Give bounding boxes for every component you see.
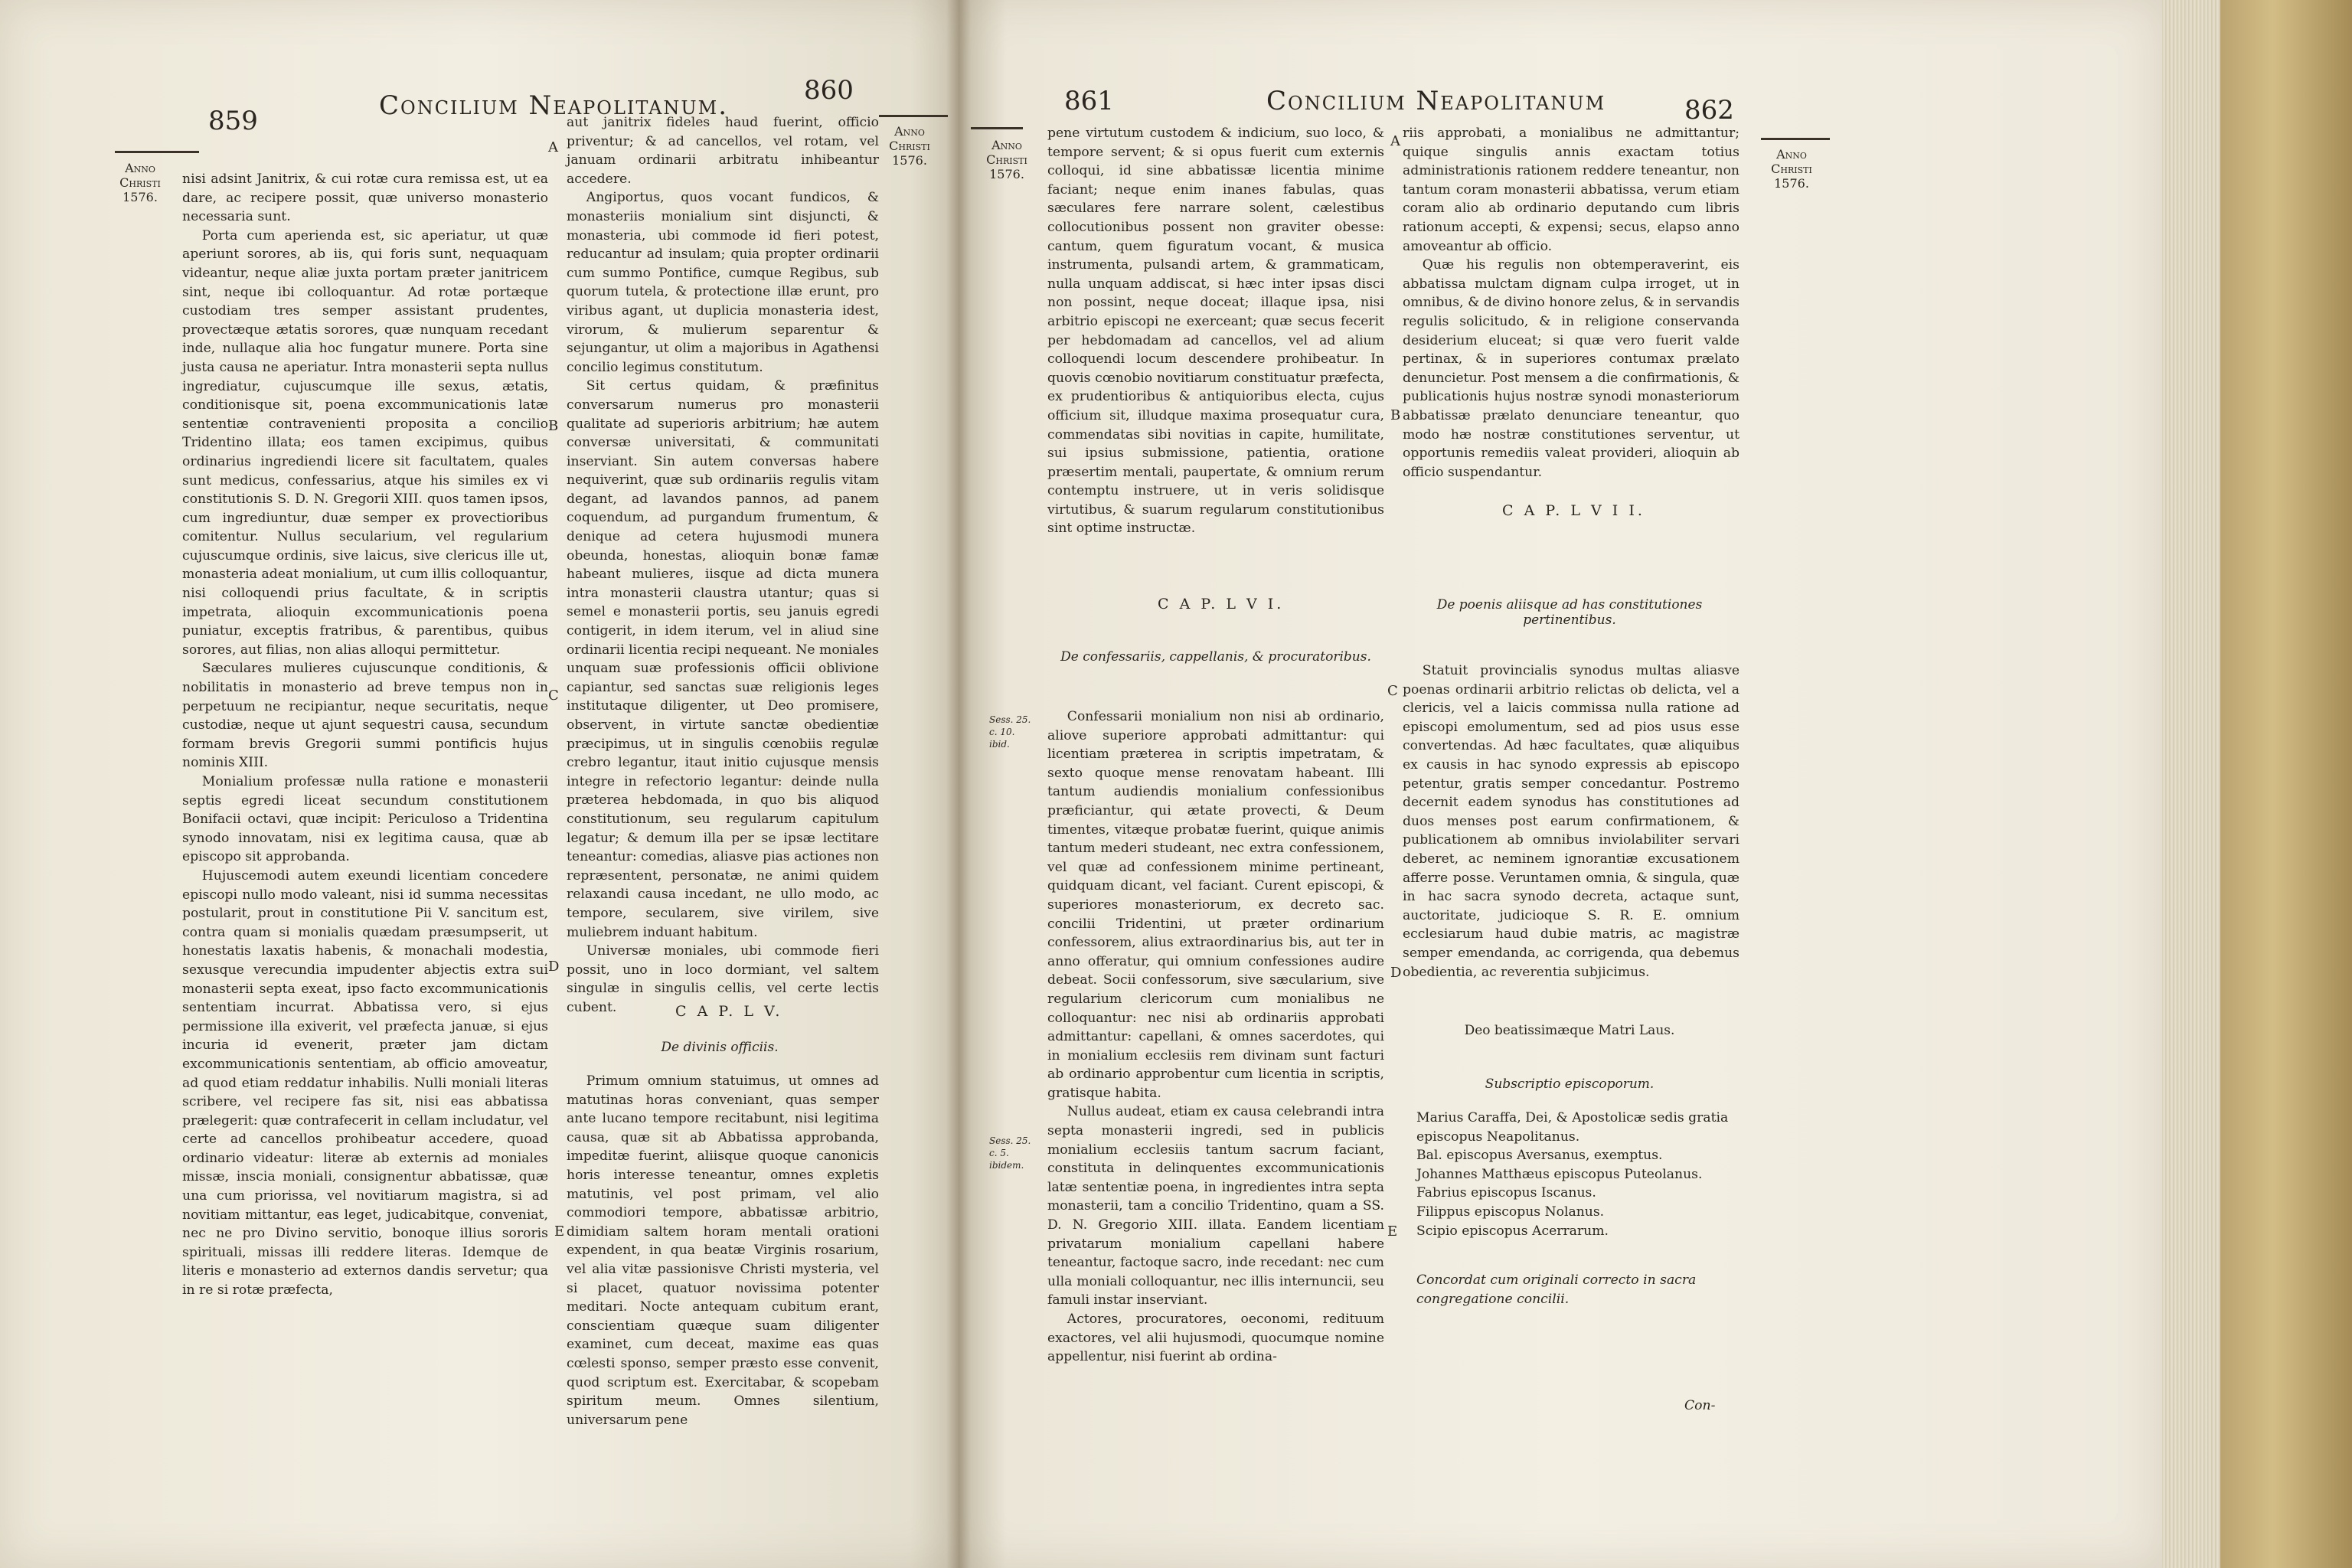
paragraph: Quæ his regulis non obtemperaverint, eis abbatissa mulctam dignam culpa irroget, ut in omnibus, & de divino honore zelus, & in servandis regulis solicitudo, & in religione conservanda desiderium eluceat; si quæ vero fuerit valde pertinax, & in superiores contumax prælato denuncietur. Post mensem a die confirmationis, & publicationis hujus nostræ synodi monasteriorum abbatissæ prælato denunciare teneantur, quo modo hæ nostræ constitutiones serventur, ut opportunis remediis valeat provideri, alioquin ab officio suspendantur.: [1403, 257, 1740, 480]
chapter-heading-lv: C A P. L V.: [675, 1003, 783, 1020]
anno-christi-left: [113, 161, 167, 205]
section-letter: B: [548, 418, 559, 434]
section-letter: A: [548, 139, 558, 155]
bishops-list: [1416, 1109, 1738, 1240]
page-number-860: 860: [804, 75, 854, 106]
bishop-line: Johannes Matthæus episcopus Puteolanus.: [1416, 1166, 1703, 1182]
header-rule-left: [115, 151, 199, 153]
anno-label: Anno: [125, 161, 155, 175]
paragraph: Porta cum aperienda est, sic aperiatur, ut quæ aperiunt sorores, ab iis, qui foris sunt, nequaquam videantur, neque aliæ juxta portam præter janitricem sint, neque ibi colloquantur. Ad rotæ portæque custodiam tres semper assistant prudentes, provectæque ætatis sorores, quæ nunquam recedant inde, nullaque alia hoc fungatur munere. Porta sine justa causa ne aperiatur. Intra monasterii septa nullus ingrediatur, cujuscumque ille sexus, ætatis, conditionisque sit, poena excommunicationis latæ sententiæ contravenienti proposita a concilio Tridentino illata; eos tamen excipimus, quibus ordinarius ingrediendi licere sit facultatem, quales sunt medicus, confessarius, atque his similes ex vi constitutionis S. D. N. Gregorii XIII. quos tamen ipsos, cum ingrediuntur, duæ semper ex provectioribus comitentur. Nullus secularium, vel regularium cujuscumque ordinis, sive laicus, sive clericus ille ut, monasteria adeat monialium, ut cum illis colloquantur, nisi colloquendi prius facultate, & in scriptis impetrata, alioquin excommunicationis poena puniatur, exceptis fratribus, & parentibus, quibus sorores, aut filias, non alias alloqui permittetur.: [182, 227, 548, 658]
paragraph: pene virtutum custodem & indicium, suo loco, & tempore servent; & si opus fuerit cum externis colloqui, id sine abbatissæ licentia minime faciant; neque enim inanes fabulas, quas sæculares fere narrare solent, cælestibus collocutionibus possent non graviter obesse: cantum, quem figuratum vocant, & musica instrumenta, pulsandi artem, & grammaticam, nulla unquam addiscat, si hæc inter ipsas disci non possint, neque doceat; illaque ipsa, nisi arbitrio episcopi ne exerceant; quæ secus fecerit per hebdomadam ad cancellos, vel ad alium colloquendi locum descendere prohibeatur. In quovis cœnobio novitiarum constituatur præfecta, ex prudentioribus & antiquioribus electa, cujus officium sit, illudque maxima prosequatur cura, commendatas sibi novitias in capite, humilitate, sui ipsius submissione, patientia, oratione præsertim mentali, paupertate, & omnium rerum contemptu instruere, ut in veris solidisque virtutibus, & suarum regularum constitutionibus sint optime instructæ.: [1047, 126, 1384, 537]
margin-note: Sess. 25. c. 10. ibid.: [989, 714, 1031, 750]
paragraph: Angiportus, quos vocant fundicos, & monasteriis monialium sint disjuncti, & monasteria, ubi commode id fieri potest, reducantur ad insulam; quia propter ordinarii cum summo Pontifice, cumque Regibus, sub quorum tutela, & protectione illæ erunt, pro viribus agant, ut duplicia monasteria idest, virorum, & mulierum separentur & sejungantur, ut olim a majoribus in Agathensi concilio legimus constitutum.: [567, 190, 879, 375]
anno-label: Anno: [894, 124, 925, 139]
paragraph: Hujuscemodi autem exeundi licentiam concedere episcopi nullo modo valeant, nisi id summa necessitas postularit, prout in constitutione Pii V. sancitum est, contra quam si monialis quædam præsumpserit, ut honestatis laxatis habenis, & monachali modestia, sexusque verecundia impudenter abjectis extra sui monasterii septa exeat, ipso facto excommunicationis sententiam incurrat. Abbatissa vero, si ejus permissione illa exiverit, vel præfecta januæ, si ejus incuria id evenerit, præter jam dictam excommunicationis sententiam, ab officio amoveatur, ad quod etiam reddatur inhabilis. Nulli moniali literas scribere, vel recipere fas sit, nisi eas abbatissa prælegerit: quæ contrafecerit in cellam includatur, vel certe ad cancellos prohibeatur accedere, quoad ordinario videatur: literæ ab externis ad moniales missæ, inscia moniali, consignentur abbatissæ, quæ una cum priorissa, vel novitiarum magistra, si ad novitiam mittantur, eas leget, judicabitque, conveniat, nec ne pro Divino servitio, bonoque illius sororis spirituali, missas illi reddere literas. Idemque de literis e monasterio ad externos dandis servetur; qua in re si rotæ præfecta,: [182, 867, 548, 1298]
anno-label: Anno: [991, 138, 1022, 152]
header-rule-right-r: [1761, 138, 1830, 140]
bishop-line: Marius Caraffa, Dei, & Apostolicæ sedis gratia episcopus Neapolitanus.: [1416, 1110, 1729, 1145]
anno-christi-right-2: [1761, 147, 1822, 191]
paragraph: Actores, procuratores, oeconomi, redituum exactores, vel alii hujusmodi, quocumque nomine appellentur, nisi fuerint ab ordina-: [1047, 1312, 1384, 1365]
running-title-left: Concilium Neapolitanum.: [379, 90, 729, 121]
paragraph: Sit certus quidam, & præfinitus conversarum numerus pro monasterii qualitate ad superioris arbitrium; hæ autem conversæ universitati, & communitati inserviant. Sin autem conversas habere nequiverint, quæ sub ordinariis regulis vitam degant, ad lavandos pannos, ad panem coquendum, ad purgandum frumentum, & denique ad cetera hujusmodi munera obeunda, honestas, alioquin bonæ famæ habeant mulieres, iisque ad dicta munera intra monasterii claustra utantur; quas si semel e monasterii portis, seu januis egredi contigerit, in idem iterum, vel in aliud sine ordinarii licentia recipi nequeant. Ne moniales unquam suæ professionis officii oblivione capiantur, sed sanctas suæ religionis leges institutaque diligenter, ut Deo promisere, observent, in virtute sanctæ obedientiæ præcipimus, ut in singulis cœnobiis regulæ crebro legantur, itaut initio cujusque mensis integre in refectorio legantur: deinde nulla præterea hebdomada, in quo bis aliquod constitutionum, seu regularum capitulum legatur; & demum illa per se ipsæ lectitare teneantur: comedias, aliasve pias actiones non repræsentent, personatæ, ne animi quidem relaxandi causa incedant, ne ullo modo, ac tempore, secularem, sive virilem, sive muliebrem induant habitum.: [567, 378, 879, 940]
christi-label: Christi: [1771, 162, 1812, 177]
chapter-subtitle-lvi: De confessariis, cappellanis, & procuratoribus.: [1060, 649, 1371, 665]
bishop-line: Bal. episcopus Aversanus, exemptus.: [1416, 1148, 1663, 1164]
left-page-column-2b: [567, 1072, 879, 1429]
paragraph: aut janitrix fideles haud fuerint, officio priventur; & ad cancellos, vel rotam, vel januam ordinarii arbitratu inhibeantur accedere.: [567, 115, 879, 187]
bishop-line: Fabrius episcopus Iscanus.: [1416, 1185, 1596, 1201]
right-page-column-1b: [1047, 707, 1384, 1367]
header-rule-left-r: [971, 127, 1023, 129]
left-page-column-1: [182, 170, 548, 1300]
header-rule-right: [879, 115, 948, 117]
year-label: 1576.: [1774, 176, 1809, 191]
chapter-heading-lvi: C A P. L V I.: [1158, 596, 1285, 612]
section-letter: C: [548, 688, 559, 704]
paragraph: riis approbati, a monialibus ne admittantur; quique singulis annis exactam totius administrationis rationem reddere teneantur, non tantum coram monasterii abbatissa, verum etiam coram alio ab ordinario deputando cum libris rationum accepti, & expensi; secus, elapso anno amoveantur ab officio.: [1403, 126, 1740, 254]
book-cover-edge: [2220, 0, 2352, 1568]
right-page-column-2b: [1403, 662, 1740, 982]
catchword: Con-: [1684, 1398, 1716, 1413]
year-label: 1576.: [892, 153, 927, 168]
paragraph: nisi adsint Janitrix, & cui rotæ cura remissa est, ut ea dare, ac recipere possit, quæ universo monasterio necessaria sunt.: [182, 172, 548, 225]
book-gutter: [946, 0, 971, 1568]
section-letter: B: [1390, 407, 1401, 423]
chapter-heading-lvii: C A P. L V I I.: [1502, 502, 1645, 519]
section-letter: A: [1390, 133, 1400, 149]
christi-label: Christi: [889, 139, 930, 154]
section-letter: C: [1387, 683, 1398, 699]
christi-label: Christi: [986, 152, 1027, 168]
paragraph: Confessarii monialium non nisi ab ordinario, aliove superiore approbati admittantur: qui licentiam præterea in scriptis impetratam, & sexto quoque mense renovatam habeant. Illi tantum audiendis monialium confessionibus præficiantur, qui ætate provecti, & Deum timentes, vitæque probatæ fuerint, quique animis tantum mederi studeant, nec extra confessionem, vel quæ ad confessionem minime pertineant, quidquam dicant, vel faciant. Curent episcopi, & superiores monasteriorum, ex decreto sac. concilii Tridentini, ut præter ordinarium confessorem, alius extraordinarius bis, aut ter in anno offeratur, qui omnium confessiones audire debeat. Socii confessorum, sive sæcularium, sive regularium clericorum cum monialibus ne colloquantur: nec nisi ab ordinariis approbati admittantur: capellani, & omnes sacerdotes, qui in monialium ecclesiis rem divinam sunt facturi ab ordinario approbentur cum licentia in scriptis, gratisque habita.: [1047, 709, 1384, 1101]
paragraph: Monialium professæ nulla ratione e monasterii septis egredi liceat secundum constitutionem Bonifacii octavi, quæ incipit: Periculoso a Tridentina synodo innovatam, nisi ex legitima causa, quæ ab episcopo sit approbanda.: [182, 774, 548, 865]
right-page-column-1: [1047, 124, 1384, 538]
bishop-line: Filippus episcopus Nolanus.: [1416, 1204, 1605, 1220]
bishop-line: Scipio episcopus Acerrarum.: [1416, 1223, 1609, 1239]
christi-label: Christi: [119, 175, 161, 191]
page-number-862: 862: [1684, 95, 1734, 126]
concordat-note: Concordat cum originali correcto in sacra congregatione concilii.: [1416, 1272, 1697, 1307]
page-number-861: 861: [1064, 86, 1114, 116]
laus-line: Deo beatissimæque Matri Laus.: [1464, 1023, 1675, 1038]
paragraph: Sæculares mulieres cujuscunque conditionis, & nobilitatis in monasterio ad breve tempus non in perpetuum ne recipiantur, neque securitatis, neque custodiæ, neque ut ajunt sequestri causa, secundum formam brevis Gregorii summi pontificis hujus nominis XIII.: [182, 661, 548, 771]
chapter-subtitle-lv: De divinis officiis.: [661, 1040, 779, 1055]
year-label: 1576.: [989, 167, 1024, 182]
paragraph: Primum omnium statuimus, ut omnes ad matutinas horas conveniant, quas semper ante lucano tempore recitabunt, nisi legitima causa, quæ sit ab Abbatissa approbanda, impeditæ fuerint, aliisque quoque canonicis horis interesse teneantur, omnes expletis matutinis, vel post primam, vel alio commodiori tempore, abbatissæ arbitrio, dimidiam saltem horam mentali orationi expendent, in qua beatæ Virginis rosarium, vel alia vitæ passionisve Christi mysteria, vel si placet, quatuor novissima potenter meditari. Nocte antequam cubitum erant, conscientiam quæque suam diligenter examinet, cum deceat, maxime eas quas cœlesti sponso, semper præsto esse convenit, quod scriptum est. Exercitabar, & scopebam spiritum meum. Omnes silentium, universarum pene: [567, 1073, 879, 1428]
chapter-subtitle-lvii: De poenis aliisque ad has constitutiones pertinentibus.: [1436, 597, 1703, 628]
section-letter: D: [548, 959, 560, 975]
year-label: 1576.: [122, 190, 158, 205]
paragraph: Universæ moniales, ubi commode fieri possit, uno in loco dormiant, vel saltem singulæ in singulis cellis, vel certe lectis cubent.: [567, 943, 879, 1015]
anno-label: Anno: [1776, 147, 1807, 162]
running-title-right: Concilium Neapolitanum: [1266, 86, 1606, 116]
section-letter: E: [554, 1223, 565, 1240]
section-letter: D: [1390, 965, 1402, 981]
right-page-column-2: [1403, 124, 1740, 482]
anno-christi-right: [980, 138, 1034, 182]
margin-note: Sess. 25. c. 5. ibidem.: [989, 1135, 1031, 1171]
left-page-column-2: [567, 113, 879, 1018]
anno-christi-left-2: [879, 124, 940, 168]
paragraph: Nullus audeat, etiam ex causa celebrandi intra septa monasterii ingredi, sed in publicis monialium ecclesiis tantum sacrum faciant, constituta in delinquentes excommunicationis latæ sententiæ poena, in ingredientes intra septa monasterii, tam a concilio Tridentino, quam a SS. D. N. Gregorio XIII. illata. Eandem licentiam privatarum monialium capellani habere teneantur, factoque sacro, inde recedant: nec cum ulla moniali colloquantur, nec illis internuncii, seu famuli instar inserviant.: [1047, 1104, 1384, 1308]
paragraph: Statuit provincialis synodus multas aliasve poenas ordinarii arbitrio relictas ob delicta, vel a clericis, vel a laicis commissa nulla ratione ad episcopi emolumentum, sed ad pios usus esse convertendas. Ad hæc facultates, quæ aliquibus ex causis in hac synodo expressis ab episcopo petentur, gratis semper concedantur. Postremo decernit eadem synodus has constitutiones ad duos menses post earum confirmationem, & publicationem ab omnibus inviolabiliter servari deberet, ac neminem ignorantiæ excusationem afferre posse. Veruntamen omnia, & singula, quæ in hac sacra synodo decreta, actaque sunt, auctoritate, judicioque S. R. E. omnium ecclesiarum haud dubie matris, ac magistræ semper emendanda, ac corrigenda, qua debemus obedientia, ac reverentia subjicimus.: [1403, 663, 1740, 980]
section-letter: E: [1387, 1223, 1398, 1240]
page-number-859: 859: [208, 106, 258, 136]
subscriptio-heading: Subscriptio episcoporum.: [1485, 1076, 1655, 1092]
